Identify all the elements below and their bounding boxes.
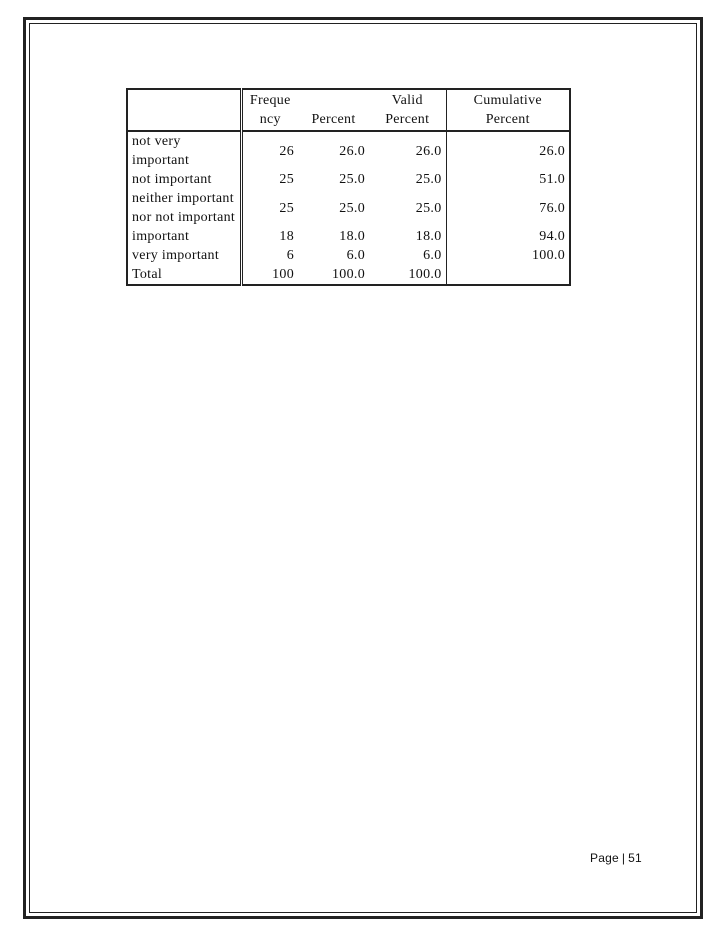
row-frequency: 100 [272,267,294,282]
row-percent: 100.0 [332,267,365,282]
row-percent: 6.0 [346,248,365,263]
header-valid-percent [369,89,446,131]
row-label: not very important [127,131,241,170]
page-label: Page [590,851,619,865]
row-frequency: 25 [279,172,294,187]
row-valid-percent: 25.0 [369,189,446,227]
row-label: important [127,227,241,246]
row-frequency: 26 [279,143,294,159]
row-percent: 25.0 [339,200,365,216]
frequency-table [126,88,571,286]
row-cumulative-percent: 76.0 [539,200,565,216]
row-cumulative-percent: 94.0 [539,229,565,244]
row-frequency: 18 [279,229,294,244]
row-valid-percent: 18.0 [369,227,446,246]
page-footer [590,851,642,865]
page-separator: | [621,851,626,865]
table-row [127,131,570,170]
table-row-total [127,265,570,285]
header-blank [127,89,241,131]
row-percent: 26.0 [339,143,365,159]
page-number: 51 [628,851,642,865]
row-frequency: 25 [279,200,294,216]
header-cumulative-line2: Percent [485,112,530,127]
row-frequency: 6 [286,248,294,263]
row-valid-percent: 100.0 [369,265,446,285]
row-cumulative-percent: 26.0 [539,143,565,159]
header-percent-text: Percent [311,112,356,127]
row-valid-percent: 26.0 [369,131,446,170]
table-header-row [127,89,570,131]
row-cumulative-percent: 100.0 [532,248,565,263]
row-percent: 18.0 [339,229,365,244]
table-row [127,246,570,265]
table-row [127,189,570,227]
row-label: very important [127,246,241,265]
header-valid-line1: Valid [391,93,423,108]
row-label: neither important nor not important [127,189,241,227]
row-label: Total [127,265,241,285]
row-label: not important [127,170,241,189]
table-row [127,227,570,246]
table-row [127,170,570,189]
header-cumulative-line1: Cumulative [473,93,542,108]
row-valid-percent: 25.0 [369,170,446,189]
row-valid-percent: 6.0 [369,246,446,265]
header-frequency [241,89,298,131]
row-cumulative-percent: 51.0 [539,172,565,187]
header-frequency-line2: ncy [259,112,281,127]
header-percent [298,89,369,131]
header-valid-line2: Percent [385,112,430,127]
row-percent: 25.0 [339,172,365,187]
row-cumulative-percent [446,265,570,285]
header-frequency-line1: Freque [249,93,291,108]
header-cumulative-percent [446,89,570,131]
